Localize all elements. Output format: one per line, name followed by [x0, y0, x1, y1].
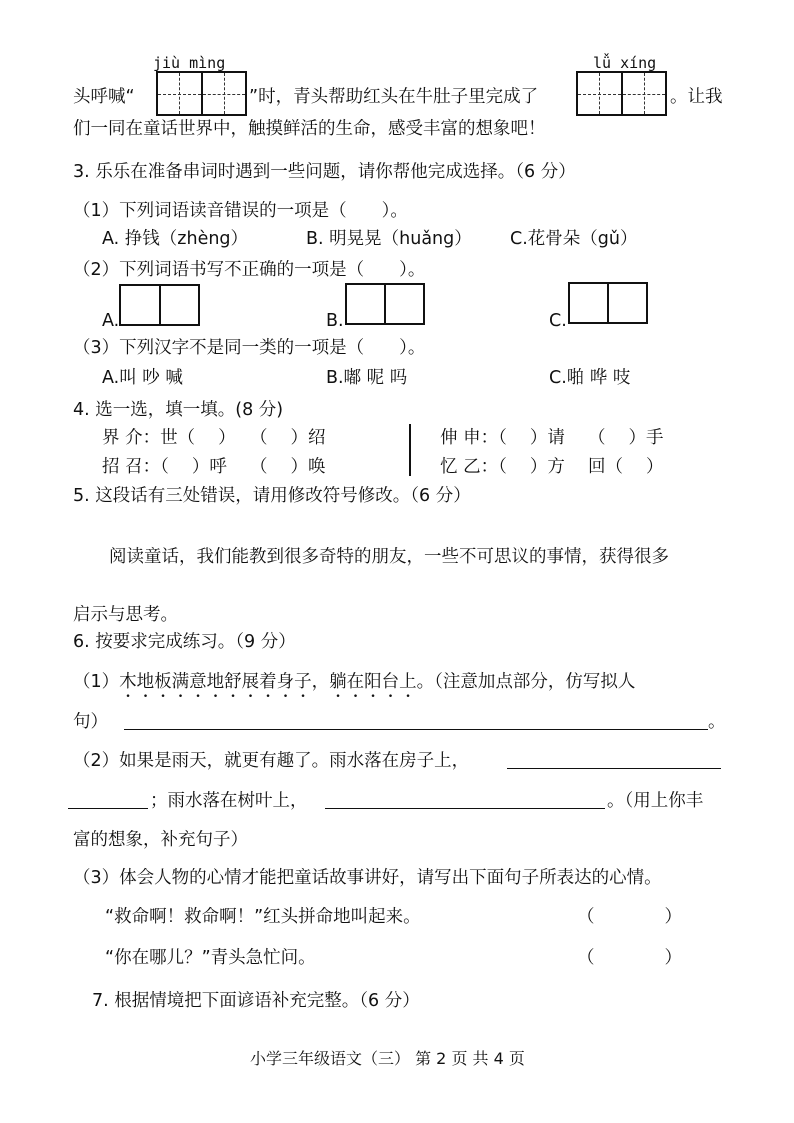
intro-line1-b: ”时，青头帮助红头在牛肚子里完成了 — [249, 87, 539, 107]
pinyin-lvxing: lǚ xíng — [593, 54, 657, 72]
q6-s3-q1: “救命啊！救命啊！”红头拼命地叫起来。 — [105, 907, 421, 927]
q6-s2-answer-line-2[interactable] — [68, 808, 148, 809]
q3-sub2-option-c[interactable]: C. — [549, 311, 567, 331]
q6-s1-prefix: （1） — [73, 672, 120, 692]
page-footer: 小学三年级语文（三） 第 2 页 共 4 页 — [250, 1049, 525, 1068]
q5-passage-line1: 阅读童话，我们能教到很多奇特的朋友，一些不可思议的事情，获得很多 — [109, 547, 669, 567]
q6-s2-answer-line-3[interactable] — [325, 808, 605, 809]
q3-sub2-box-b — [345, 283, 425, 325]
q3-sub3-option-a[interactable]: A.叫 吵 喊 — [102, 368, 183, 388]
q4-right-row2[interactable]: 忆 乙：（ ）方 回（ ） — [440, 457, 664, 477]
q4-right-row1[interactable]: 伸 申：（ ）请 （ ）手 — [440, 428, 664, 448]
q6-s3-line1: （3）体会人物的心情才能把童话故事讲好，请写出下面句子所表达的心情。 — [73, 868, 662, 888]
q5-passage-line2: 启示与思考。 — [73, 605, 178, 625]
q3-sub3-option-b[interactable]: B.嘟 呢 吗 — [326, 368, 408, 388]
q3-sub1-option-c[interactable]: C.花骨朵（gǔ） — [510, 229, 638, 249]
q6-s3-q1-answer[interactable]: （ ） — [577, 907, 682, 927]
q4-left-row1[interactable]: 界 介：世（ ） （ ）绍 — [102, 428, 326, 448]
q4-left-row2[interactable]: 招 召：（ ）呼 （ ）唤 — [102, 457, 326, 477]
q6-s1-end: 。 — [708, 712, 726, 732]
q6-s2-end: 。（用上你丰 — [607, 791, 704, 811]
q3-sub2-option-a[interactable]: A. — [102, 311, 120, 331]
q6-s2-answer-line-1[interactable] — [507, 768, 721, 769]
q4-title: 4. 选一选，填一填。(8 分) — [73, 400, 284, 420]
q3-sub1-option-a[interactable]: A. 挣钱（zhèng） — [102, 229, 249, 249]
q3-sub3: （3）下列汉字不是同一类的一项是（ ）。 — [73, 338, 426, 358]
intro-line1-a: 头呼喊“ — [73, 87, 135, 107]
q3-title: 3. 乐乐在准备串词时遇到一些问题，请你帮他完成选择。（6 分） — [73, 162, 576, 182]
q6-s1-line1 — [73, 670, 635, 702]
q3-sub2-box-a — [119, 284, 200, 326]
q5-title: 5. 这段话有三处错误，请用修改符号修改。（6 分） — [73, 486, 471, 506]
q6-title: 6. 按要求完成练习。（9 分） — [73, 632, 296, 652]
q6-s2-line3: 富的想象，补充句子） — [73, 830, 248, 850]
pinyin-jiuming: jiù mìng — [153, 54, 226, 72]
q6-s2-line1: （2）如果是雨天，就更有趣了。雨水落在房子上， — [73, 751, 470, 771]
q6-s3-q2-answer[interactable]: （ ） — [577, 948, 682, 968]
q3-sub2-option-b[interactable]: B. — [326, 311, 344, 331]
q3-sub2-box-c — [568, 282, 648, 324]
q3-sub3-option-c[interactable]: C.啪 哗 吱 — [549, 368, 631, 388]
intro-line1-c: 。让我 — [670, 87, 723, 107]
q6-s3-q2: “你在哪儿？”青头急忙问。 — [105, 948, 316, 968]
q7-title: 7. 根据情境把下面谚语补充完整。（6 分） — [92, 991, 420, 1011]
q3-sub1-option-b[interactable]: B. 明晃晃（huǎng） — [306, 229, 472, 249]
q6-s1-dotted: 木地板满意地舒展着身子，躺在阳台上 — [119, 672, 417, 692]
q6-s1-answer-line[interactable] — [124, 729, 708, 730]
q4-divider — [409, 424, 411, 476]
q3-sub2: （2）下列词语书写不正确的一项是（ ）。 — [73, 260, 426, 280]
q3-sub1: （1）下列词语读音错误的一项是（ ）。 — [73, 201, 408, 221]
tianzige-lvxing[interactable] — [576, 71, 667, 116]
q6-s2-mid: ；雨水落在树叶上， — [150, 791, 308, 811]
tianzige-jiuming[interactable] — [156, 71, 247, 116]
q6-s1-suffix: 。（注意加点部分，仿写拟人 — [416, 672, 636, 692]
intro-line2: 们一同在童话世界中，触摸鲜活的生命，感受丰富的想象吧！ — [73, 119, 546, 139]
q6-s1-line2: 句） — [73, 712, 108, 732]
